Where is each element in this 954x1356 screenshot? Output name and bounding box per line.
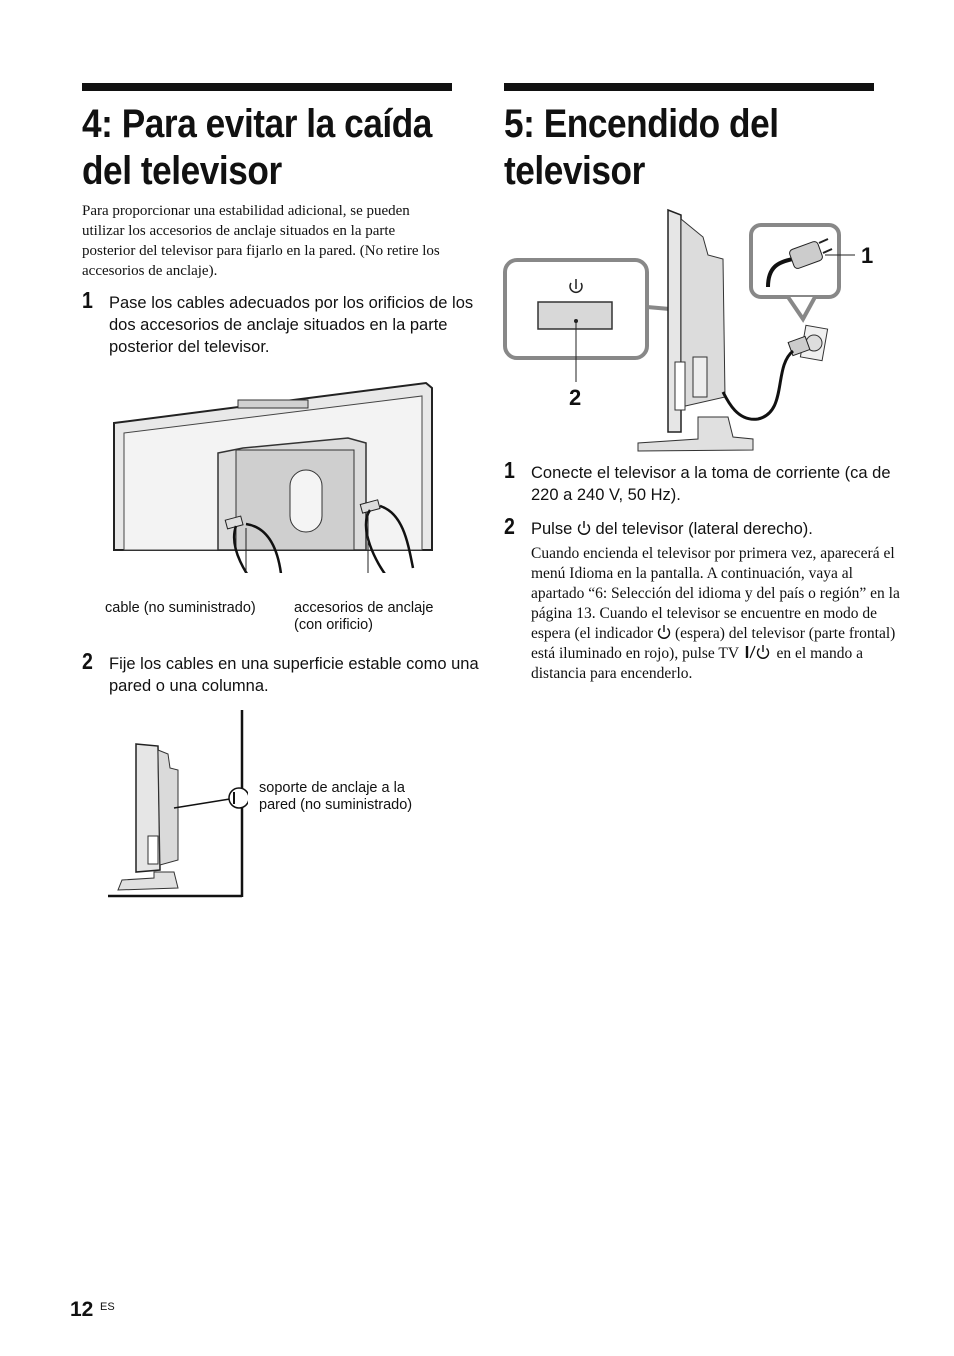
step-text: Conecte el televisor a la toma de corriente (ca de 220 a 240 V, 50 Hz). <box>531 464 891 504</box>
section-title: 5: Encendido del televisor <box>504 102 779 193</box>
step-1-power <box>504 457 901 506</box>
section-rule <box>504 83 874 91</box>
step-number: 1 <box>504 457 515 483</box>
step-2-power <box>504 513 901 684</box>
section-rule <box>82 83 452 91</box>
power-icon <box>657 624 671 640</box>
step-note: Cuando encienda el televisor por primera vez, aparecerá el menú Idioma en la pantalla. A continuación, vaya al apartado “6: Selección del idioma y del país o región” en la página 13. Cuando el televisor se encuentre en modo de espera (el indicador (espera) del televisor (parte frontal) está iluminado en rojo), pulse TV en el mando a distancia para encenderlo. <box>531 545 900 682</box>
step-text: Pulse del televisor (lateral derecho). <box>531 520 813 538</box>
tv-back-illustration <box>108 378 438 573</box>
label-power-button: 2 <box>569 385 582 410</box>
tv-wall-illustration <box>108 710 248 900</box>
page-number: 12 <box>70 1298 94 1321</box>
step-1 <box>82 287 479 358</box>
intro-paragraph: Para proporcionar una estabilidad adicional, se pueden utilizar los accesorios de anclaje situados en la parte posterior del televisor para fijarlo en la pared. (No retire los accesorios de anclaje). <box>82 203 440 279</box>
section-5 <box>504 83 874 195</box>
tv-power-icon <box>743 644 773 660</box>
callout-wall-bracket: soporte de anclaje a la pared (no suministrado) <box>259 780 413 813</box>
callout-cable: cable (no suministrado) <box>105 600 256 616</box>
section-title: 4: Para evitar la caída del televisor <box>82 102 432 193</box>
step-2 <box>82 648 479 697</box>
step-text: Fije los cables en una superficie estable como una pared o una columna. <box>109 655 479 695</box>
step-number: 2 <box>504 513 515 539</box>
step-number: 2 <box>82 648 93 674</box>
step-text: Pase los cables adecuados por los orificios de los dos accesorios de anclaje situados en la parte posterior del televisor. <box>109 294 474 356</box>
page-language: ES <box>100 1301 115 1313</box>
power-on-illustration <box>503 207 875 457</box>
section-4 <box>82 83 452 195</box>
label-plug: 1 <box>861 243 874 268</box>
callout-anchor-accessories: accesorios de anclaje (con orificio) <box>294 600 434 633</box>
step-number: 1 <box>82 287 93 313</box>
power-icon <box>577 520 591 536</box>
